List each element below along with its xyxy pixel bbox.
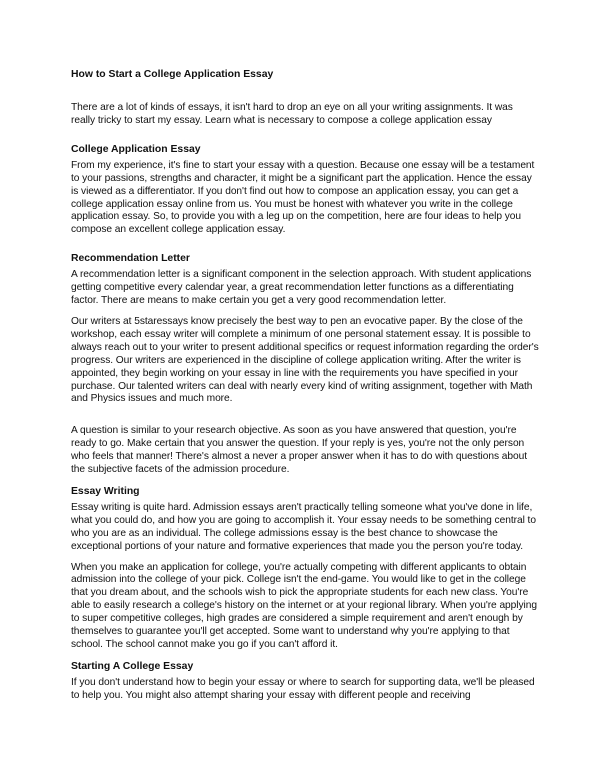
paragraph: A question is similar to your research objective. As soon as you have answered that question, you're ready to go. Make certain that you answer the question. If your reply is yes, you're not the only person who feels that manner! There's almost a never a proper answer when it has to do with questions about the subjective facets of the admission procedure. [71,425,528,476]
document-title: How to Start a College Application Essay [71,69,274,80]
paragraph: If you don't understand how to begin your essay or where to search for supporting data, we'll be pleased to help you. You might also attempt sharing your essay with different people and receiving [71,676,535,701]
paragraph: From my experience, it's fine to start your essay with a question. Because one essay will be a testament to your passions, strengths and character, it might be a significant part the application. Hence the essay is viewed as a differentiator. If you don't find out how to compose an application essay, you can get a college application essay online from us. You must be honest with whatever you write in the college application essay. So, to provide you with a leg up on the competition, here are four ideas to help you compose an excellent college application essay. [71,159,535,236]
paragraph: When you make an application for college, you're actually competing with different applicants to obtain admission into the college of your pick. College isn't the end-game. You would like to get in the college that you dream about, and the schools wish to pick the appropriate students for each new class. You're able to easily research a college's history on the internet or at your regional library. When you're applying to super competitive colleges, high grades are considered a simple requirement and aren't enough by themselves to guarantee you'll get accepted. Some want to understand why you're applying to that school. The school cannot make you go if you can't afford it. [71,561,537,650]
section-heading-essay-writing: Essay Writing [71,485,140,497]
section-heading-recommendation-letter: Recommendation Letter [71,253,190,265]
section-heading-college-application-essay: College Application Essay [71,143,201,155]
intro-paragraph: There are a lot of kinds of essays, it isn't hard to drop an eye on all your writing assignments. It was really tricky to start my essay. Learn what is necessary to compose a college application essay [71,102,513,126]
section-heading-starting-a-college-essay: Starting A College Essay [71,660,194,672]
paragraph: A recommendation letter is a significant component in the selection approach. With student applications getting competitive every calendar year, a great recommendation letter functions as a differentiating factor. There are means to make certain you get a very good recommendation letter. [71,269,532,307]
paragraph: Essay writing is quite hard. Admission essays aren't practically telling someone what you've done in life, what you could do, and how you are going to accomplish it. Your essay needs to be something central to who you are as an individual. The college admissions essay is the best chance to showcase the exceptional portions of your nature and formative experiences that made you the person you're today. [71,501,536,552]
document-page [71,68,539,711]
paragraph: Our writers at 5staressays know precisely the best way to pen an evocative paper. By the close of the workshop, each essay writer will complete a minimum of one personal statement essay. It is possible to always reach out to your writer to present additional specifics or request information regarding the order's progress. Our writers are experienced in the discipline of college application writing. After the writer is appointed, they begin working on your essay in line with the requirements you have specified in your purchase. Our talented writers can deal with nearly every kind of writing assignment, together with Math and Physics issues and much more. [71,315,539,405]
